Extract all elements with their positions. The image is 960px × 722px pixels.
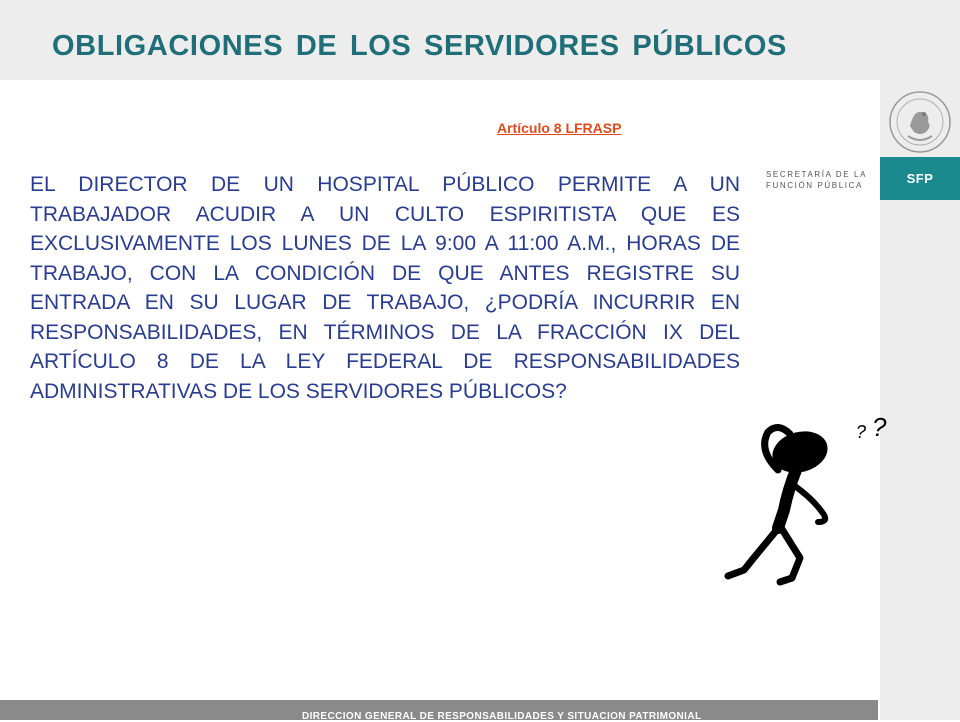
question-mark-large: ? xyxy=(872,412,887,442)
secretaria-line-1: SECRETARÍA DE LA xyxy=(766,170,868,179)
secretaria-wordmark xyxy=(766,169,876,191)
footer-text: DIRECCION GENERAL DE RESPONSABILIDADES Y SITUACION PATRIMONIAL xyxy=(302,711,702,722)
question-text: EL DIRECTOR DE UN HOSPITAL PÚBLICO PERMITE A UN TRABAJADOR ACUDIR A UN CULTO ESPIRITISTA QUE ES EXCLUSIVAMENTE LOS LUNES DE LA 9:00 A 11:00 A.M., HORAS DE TRABAJO, CON LA CONDICIÓN DE QUE ANTES REGISTRE SU ENTRADA EN SU LUGAR DE TRABAJO, ¿PODRÍA INCURRIR EN RESPONSABILIDADES, EN TÉRMINOS DE LA FRACCIÓN IX DEL ARTÍCULO 8 DE LA LEY FEDERAL DE RESPONSABILIDADES ADMINISTRATIVAS DE LOS SERVIDORES PÚBLICOS? xyxy=(30,173,740,403)
sfp-logo-badge: SFP xyxy=(880,157,960,200)
secretaria-line-2: FUNCIÓN PÚBLICA xyxy=(766,181,863,190)
confused-stick-figure-icon xyxy=(708,410,908,590)
page-title: OBLIGACIONES DE LOS SERVIDORES PÚBLICOS xyxy=(52,30,787,62)
article-link[interactable]: Artículo 8 LFRASP xyxy=(497,120,622,136)
coat-of-arms-seal-icon xyxy=(880,86,960,158)
question-mark-small: ? xyxy=(856,422,867,442)
